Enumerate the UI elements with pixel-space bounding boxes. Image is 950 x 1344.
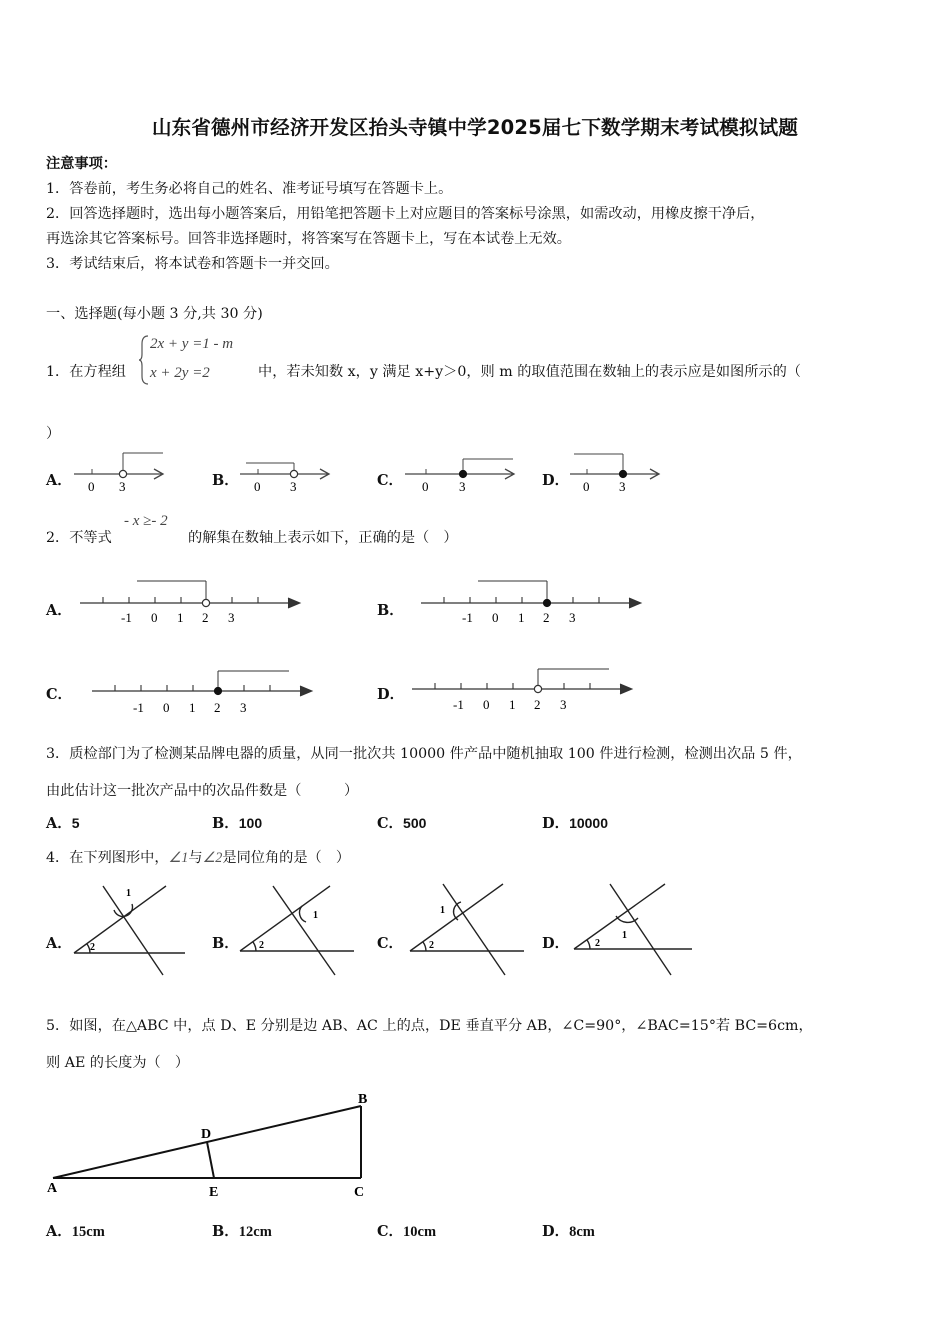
q1-option-a-label[interactable]: A． [46, 472, 72, 489]
tick-label: 0 [422, 479, 429, 494]
q4-stem [46, 847, 350, 867]
q2-option-b-numberline [415, 575, 650, 631]
tick-label: 3 [560, 697, 567, 712]
open-dot [119, 470, 126, 477]
q4-option-d-label[interactable]: D． [542, 935, 570, 952]
option-value: 5 [71, 815, 80, 831]
q2-inequality: - x ≥- 2 [124, 513, 168, 529]
tick-label: 0 [583, 479, 590, 494]
q4-option-c-label[interactable]: C． [377, 935, 404, 952]
angle-label: 2 [595, 938, 600, 949]
tick-label: 3 [290, 479, 297, 494]
q2-option-c-label[interactable]: C． [46, 686, 73, 703]
tick-label: 0 [88, 479, 95, 494]
tick-label: 2 [214, 700, 221, 715]
q3-option-d[interactable] [542, 812, 608, 833]
q4-option-b-figure [236, 880, 366, 980]
q5-stem-line2: 则 AE 的长度为（ ） [46, 1055, 190, 1071]
q1-stem: 中，若未知数 x，y 满足 x+y＞0，则 m 的取值范围在数轴上的表示应是如图所示的（ [258, 364, 801, 380]
closed-dot [543, 599, 550, 606]
note-item: 1．答卷前，考生务必将自己的姓名、准考证号填写在答题卡上。 [46, 181, 453, 197]
tick-label: 3 [228, 610, 235, 625]
angle-2-symbol: ∠2 [202, 850, 223, 866]
tick-label: 2 [534, 697, 541, 712]
q1-equation-1: 2x + y =1 - m [150, 336, 234, 352]
q1-option-b-label[interactable]: B． [212, 472, 239, 489]
q3-option-c[interactable] [377, 812, 426, 833]
option-value: 8cm [569, 1224, 595, 1240]
q4-option-a-figure [70, 880, 190, 980]
tick-label: 2 [202, 610, 209, 625]
tick-label: 3 [119, 479, 126, 494]
option-value: 12cm [238, 1224, 272, 1240]
q1-option-c-label[interactable]: C． [377, 472, 404, 489]
option-letter: D． [542, 1223, 570, 1240]
q4-option-b-label[interactable]: B． [212, 935, 239, 952]
angle-label: 2 [259, 940, 264, 951]
tick-label: 1 [189, 700, 196, 715]
q4-suffix: 是同位角的是（ ） [222, 850, 351, 866]
q5-option-c[interactable] [377, 1220, 436, 1241]
q1-option-c-numberline [401, 448, 521, 496]
q1-close: ） [46, 426, 61, 442]
q5-stem-line1: 5．如图，在△ABC 中，点 D、E 分别是边 AB、AC 上的点，DE 垂直平分 AB，∠C=90°，∠BAC=15°若 BC=6cm， [46, 1018, 813, 1034]
tick-label: 1 [518, 610, 525, 625]
point-label: C [354, 1185, 365, 1200]
angle-label: 1 [313, 910, 318, 921]
q3-stem-line2: 由此估计这一批次产品中的次品件数是（ ） [46, 783, 359, 799]
q5-triangle-figure [40, 1085, 380, 1205]
q1-equation-2: x + 2y =2 [150, 365, 210, 381]
option-value: 100 [238, 815, 263, 831]
point-label: D [201, 1127, 212, 1142]
tick-label: 2 [543, 610, 550, 625]
note-item: 3．考试结束后，将本试卷和答题卡一并交回。 [46, 256, 339, 272]
point-label: A [47, 1181, 58, 1196]
option-value: 10cm [403, 1224, 437, 1240]
notes-heading: 注意事项： [46, 156, 117, 172]
note-item: 再选涂其它答案标号。回答非选择题时，将答案写在答题卡上，写在本试卷上无效。 [46, 231, 571, 247]
q2-option-c-numberline [86, 663, 321, 719]
angle-label: 1 [126, 888, 131, 899]
tick-label: 0 [254, 479, 261, 494]
tick-label: 3 [619, 479, 626, 494]
q2-prefix: 2．不等式 [46, 530, 112, 546]
option-value: 15cm [71, 1224, 105, 1240]
option-letter: B． [212, 815, 239, 832]
note-item: 2．回答选择题时，选出每小题答案后，用铅笔把答题卡上对应题目的答案标号涂黑，如需改动，用橡皮擦干净后， [46, 206, 765, 222]
q4-option-d-figure [570, 880, 700, 980]
q5-option-d[interactable] [542, 1220, 595, 1241]
q4-option-a-label[interactable]: A． [46, 935, 72, 952]
q2-option-a-label[interactable]: A． [46, 602, 72, 619]
open-dot [534, 685, 541, 692]
tick-label: 1 [177, 610, 184, 625]
tick-label: 0 [492, 610, 499, 625]
q1-option-a-numberline [70, 448, 170, 496]
option-letter: B． [212, 1223, 239, 1240]
q1-option-b-numberline [236, 448, 336, 496]
q1-option-d-label[interactable]: D． [542, 472, 570, 489]
q1-option-d-numberline [566, 448, 666, 496]
tick-label: -1 [121, 610, 132, 625]
open-dot [290, 470, 297, 477]
option-letter: D． [542, 815, 570, 832]
q5-option-a[interactable] [46, 1220, 105, 1241]
q2-option-b-label[interactable]: B． [377, 602, 404, 619]
option-letter: A． [46, 1223, 72, 1240]
section-heading: 一、选择题(每小题 3 分,共 30 分) [46, 306, 263, 322]
q1-prefix: 1．在方程组 [46, 364, 126, 380]
tick-label: 3 [240, 700, 247, 715]
tick-label: 3 [569, 610, 576, 625]
tick-label: 0 [483, 697, 490, 712]
option-value: 10000 [569, 815, 609, 831]
open-dot [202, 599, 209, 606]
closed-dot [214, 687, 221, 694]
option-value: 500 [403, 815, 427, 831]
option-letter: C． [377, 815, 404, 832]
tick-label: -1 [462, 610, 473, 625]
q2-option-d-numberline [406, 661, 641, 717]
q4-prefix: 4．在下列图形中， [46, 850, 169, 866]
closed-dot [619, 470, 626, 477]
angle-1-symbol: ∠1 [168, 850, 189, 866]
q3-option-b[interactable] [212, 812, 262, 833]
q3-stem-line1: 3．质检部门为了检测某品牌电器的质量，从同一批次共 10000 件产品中随机抽取 100 件进行检测，检测出次品 5 件， [46, 746, 802, 762]
tick-label: 0 [163, 700, 170, 715]
point-label: E [209, 1185, 219, 1200]
tick-label: 1 [509, 697, 516, 712]
angle-label: 1 [440, 905, 445, 916]
brace-icon [138, 334, 150, 386]
q4-option-c-figure [406, 880, 536, 980]
tick-label: -1 [453, 697, 464, 712]
option-letter: C． [377, 1223, 404, 1240]
q4-mid: 与 [188, 850, 203, 866]
tick-label: -1 [133, 700, 144, 715]
angle-label: 2 [429, 940, 434, 951]
point-label: B [358, 1092, 368, 1107]
option-letter: A． [46, 815, 72, 832]
q3-option-a[interactable] [46, 812, 80, 833]
tick-label: 3 [459, 479, 466, 494]
q2-option-a-numberline [74, 575, 309, 631]
angle-label: 1 [622, 930, 627, 941]
angle-label: 2 [90, 942, 95, 953]
tick-label: 0 [151, 610, 158, 625]
page-title: 山东省德州市经济开发区抬头寺镇中学2025届七下数学期末考试模拟试题 [151, 116, 799, 139]
q5-option-b[interactable] [212, 1220, 272, 1241]
q2-option-d-label[interactable]: D． [377, 686, 405, 703]
closed-dot [459, 470, 466, 477]
q2-stem: 的解集在数轴上表示如下，正确的是（ ） [188, 530, 458, 546]
